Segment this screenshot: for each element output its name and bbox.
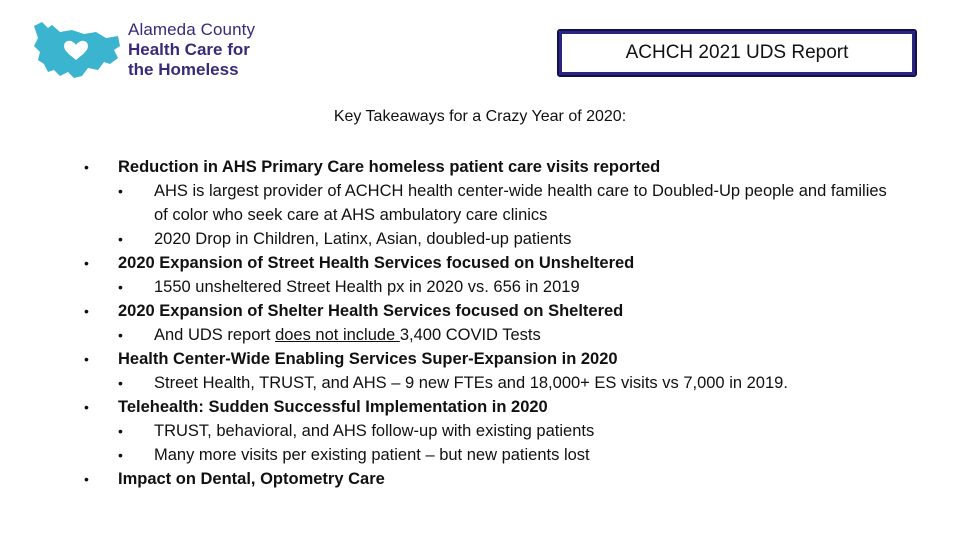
slide-subtitle: Key Takeaways for a Crazy Year of 2020: [333, 108, 627, 125]
bullet-icon: • [118, 327, 123, 343]
sub-item-text: AHS is largest provider of ACHCH health center-wide health care to Doubled-Up people and families of color who seek care at AHS ambulatory care clinics [154, 182, 887, 224]
sub-item-text: Street Health, TRUST, and AHS – 9 new FTEs and 18,000+ ES visits vs 7,000 in 2019. [154, 374, 788, 392]
bullet-icon: • [118, 279, 123, 295]
bullet-icon: • [84, 303, 89, 319]
item-heading: Reduction in AHS Primary Care homeless patient care visits reported [118, 158, 661, 176]
item-heading: 2020 Expansion of Shelter Health Services focused on Sheltered [118, 302, 624, 320]
sub-item [118, 179, 904, 227]
bullet-icon: • [118, 447, 123, 463]
sub-item-text: TRUST, behavioral, and AHS follow-up with existing patients [154, 422, 595, 440]
bullet-icon: • [84, 471, 89, 487]
logo-text [128, 20, 255, 80]
bullet-icon: • [118, 375, 123, 391]
organization-logo [30, 18, 290, 86]
takeaways-list [84, 155, 904, 491]
item-heading: Impact on Dental, Optometry Care [118, 470, 385, 488]
report-title-banner: ACHCH 2021 UDS Report [557, 29, 917, 77]
sub-item-text: 2020 Drop in Children, Latinx, Asian, doubled-up patients [154, 230, 572, 248]
sub-item [118, 323, 904, 347]
bullet-icon: • [84, 399, 89, 415]
logo-line-3: the Homeless [128, 60, 239, 79]
sub-item-text-underlined: does not include [275, 326, 400, 344]
bullet-icon: • [84, 255, 89, 271]
item-heading: 2020 Expansion of Street Health Services focused on Unsheltered [118, 254, 635, 272]
list-item [84, 155, 904, 251]
sub-item-text-after: 3,400 COVID Tests [399, 326, 541, 344]
sub-item-text-before: And UDS report [154, 326, 276, 344]
list-item [84, 347, 904, 395]
sub-item-text: Many more visits per existing patient – but new patients lost [154, 446, 590, 464]
sub-item [118, 443, 904, 467]
bullet-icon: • [84, 351, 89, 367]
list-item [84, 467, 904, 491]
item-heading: Health Center-Wide Enabling Services Super-Expansion in 2020 [118, 350, 618, 368]
sub-item [118, 275, 904, 299]
bullet-icon: • [118, 231, 123, 247]
sub-item [118, 371, 904, 395]
bullet-icon: • [118, 423, 123, 439]
sub-item-text: 1550 unsheltered Street Health px in 2020 vs. 656 in 2019 [154, 278, 580, 296]
list-item [84, 251, 904, 299]
sub-item [118, 227, 904, 251]
sub-item [118, 419, 904, 443]
logo-line-1: Alameda County [128, 20, 256, 39]
bullet-icon: • [118, 183, 123, 199]
logo-line-2: Health Care for [128, 40, 250, 59]
list-item [84, 395, 904, 467]
item-heading: Telehealth: Sudden Successful Implementation in 2020 [118, 398, 548, 416]
list-item [84, 299, 904, 347]
bullet-icon: • [84, 159, 89, 175]
county-map-heart-icon [30, 20, 122, 84]
